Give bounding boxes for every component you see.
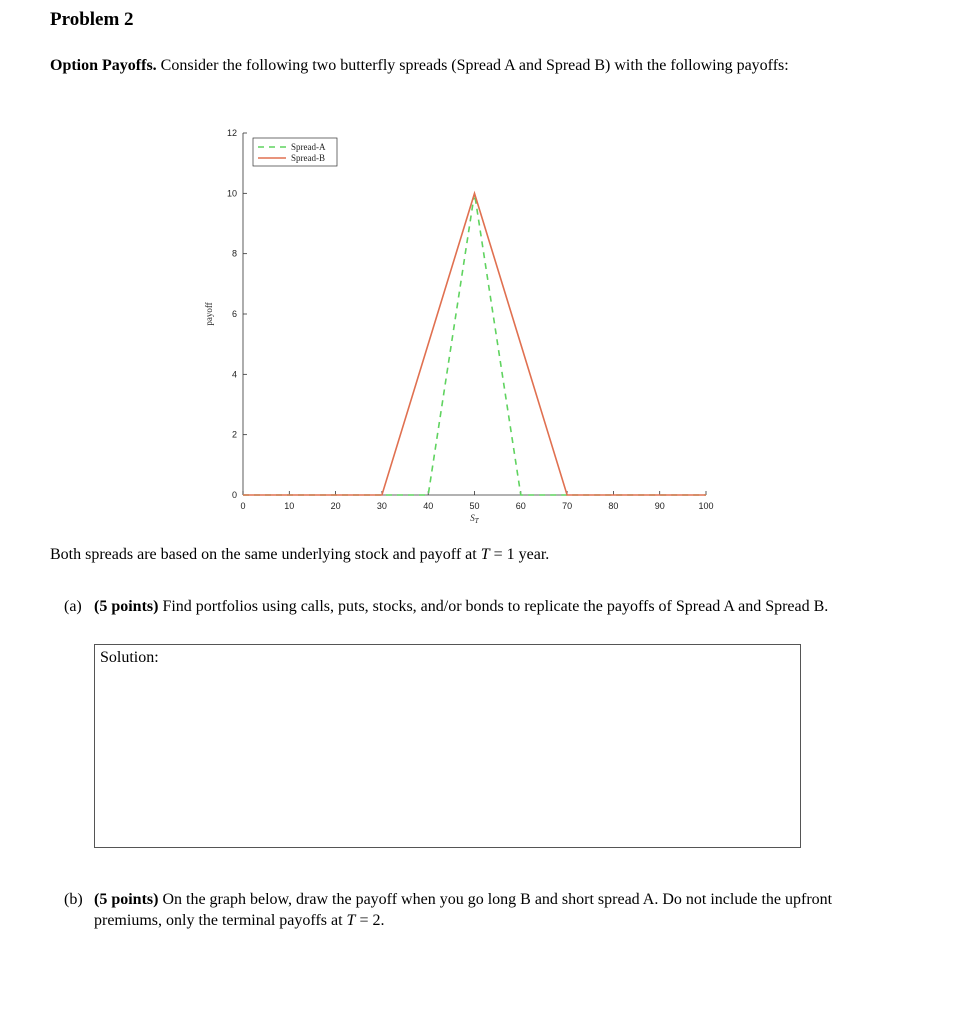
x-tick-label: 30 [376, 501, 387, 511]
y-tick-label: 2 [231, 429, 237, 440]
x-tick-label: 50 [469, 501, 480, 511]
x-tick-label: 20 [330, 501, 341, 511]
x-tick-label: 80 [608, 501, 619, 511]
part-a [64, 596, 884, 617]
y-tick-label: 0 [231, 490, 237, 500]
part-b-text: On the graph below, draw the payoff when you go long B and short spread A. Do not include the upfront premiums, only the terminal payoffs at [94, 891, 833, 929]
y-tick-label: 10 [226, 188, 237, 199]
spreads-description [50, 546, 549, 564]
x-tick-label: 70 [562, 501, 573, 511]
solution-box[interactable] [94, 644, 801, 848]
part-b-label: (b) [64, 891, 83, 908]
solution-label: Solution: [100, 649, 159, 666]
spreads-description-math: T [480, 546, 490, 563]
part-b-points: (5 points) [94, 891, 159, 908]
part-b [64, 889, 884, 931]
part-a-label: (a) [64, 598, 82, 615]
payoff-chart [190, 120, 730, 530]
x-tick-label: 0 [240, 501, 246, 511]
y-tick-label: 6 [231, 309, 237, 319]
series-line-spread-a [243, 193, 706, 495]
part-a-points: (5 points) [94, 598, 159, 615]
problem-title: Problem 2 [50, 9, 134, 30]
spreads-description-suffix: = 1 year. [493, 546, 550, 563]
x-tick-label: 10 [284, 501, 295, 511]
x-tick-label: 90 [654, 501, 665, 511]
x-axis-label: $S_T$ [470, 513, 479, 525]
spreads-description-text: Both spreads are based on the same underlying stock and payoff at [50, 546, 477, 563]
y-tick-label: 12 [226, 128, 237, 138]
part-a-text: Find portfolios using calls, puts, stocks, and/or bonds to replicate the payoffs of Spread A and Spread B. [162, 598, 829, 615]
part-b-math: T [346, 912, 356, 929]
part-b-suffix: = 2. [359, 912, 385, 929]
legend-label-spread-a: Spread-A [291, 142, 326, 152]
problem-intro [50, 55, 880, 76]
x-tick-label: 60 [515, 501, 526, 511]
y-tick-label: 8 [231, 248, 237, 259]
x-tick-label: 40 [423, 501, 434, 511]
legend-label-spread-b: Spread-B [291, 153, 325, 163]
series-line-spread-b [243, 193, 706, 495]
y-axis-label: payoff [204, 302, 214, 326]
x-tick-label: 100 [698, 501, 714, 511]
intro-heading: Option Payoffs. [50, 57, 157, 74]
y-tick-label: 4 [231, 369, 237, 380]
intro-text: Consider the following two butterfly spreads (Spread A and Spread B) with the following payoffs: [160, 57, 789, 74]
